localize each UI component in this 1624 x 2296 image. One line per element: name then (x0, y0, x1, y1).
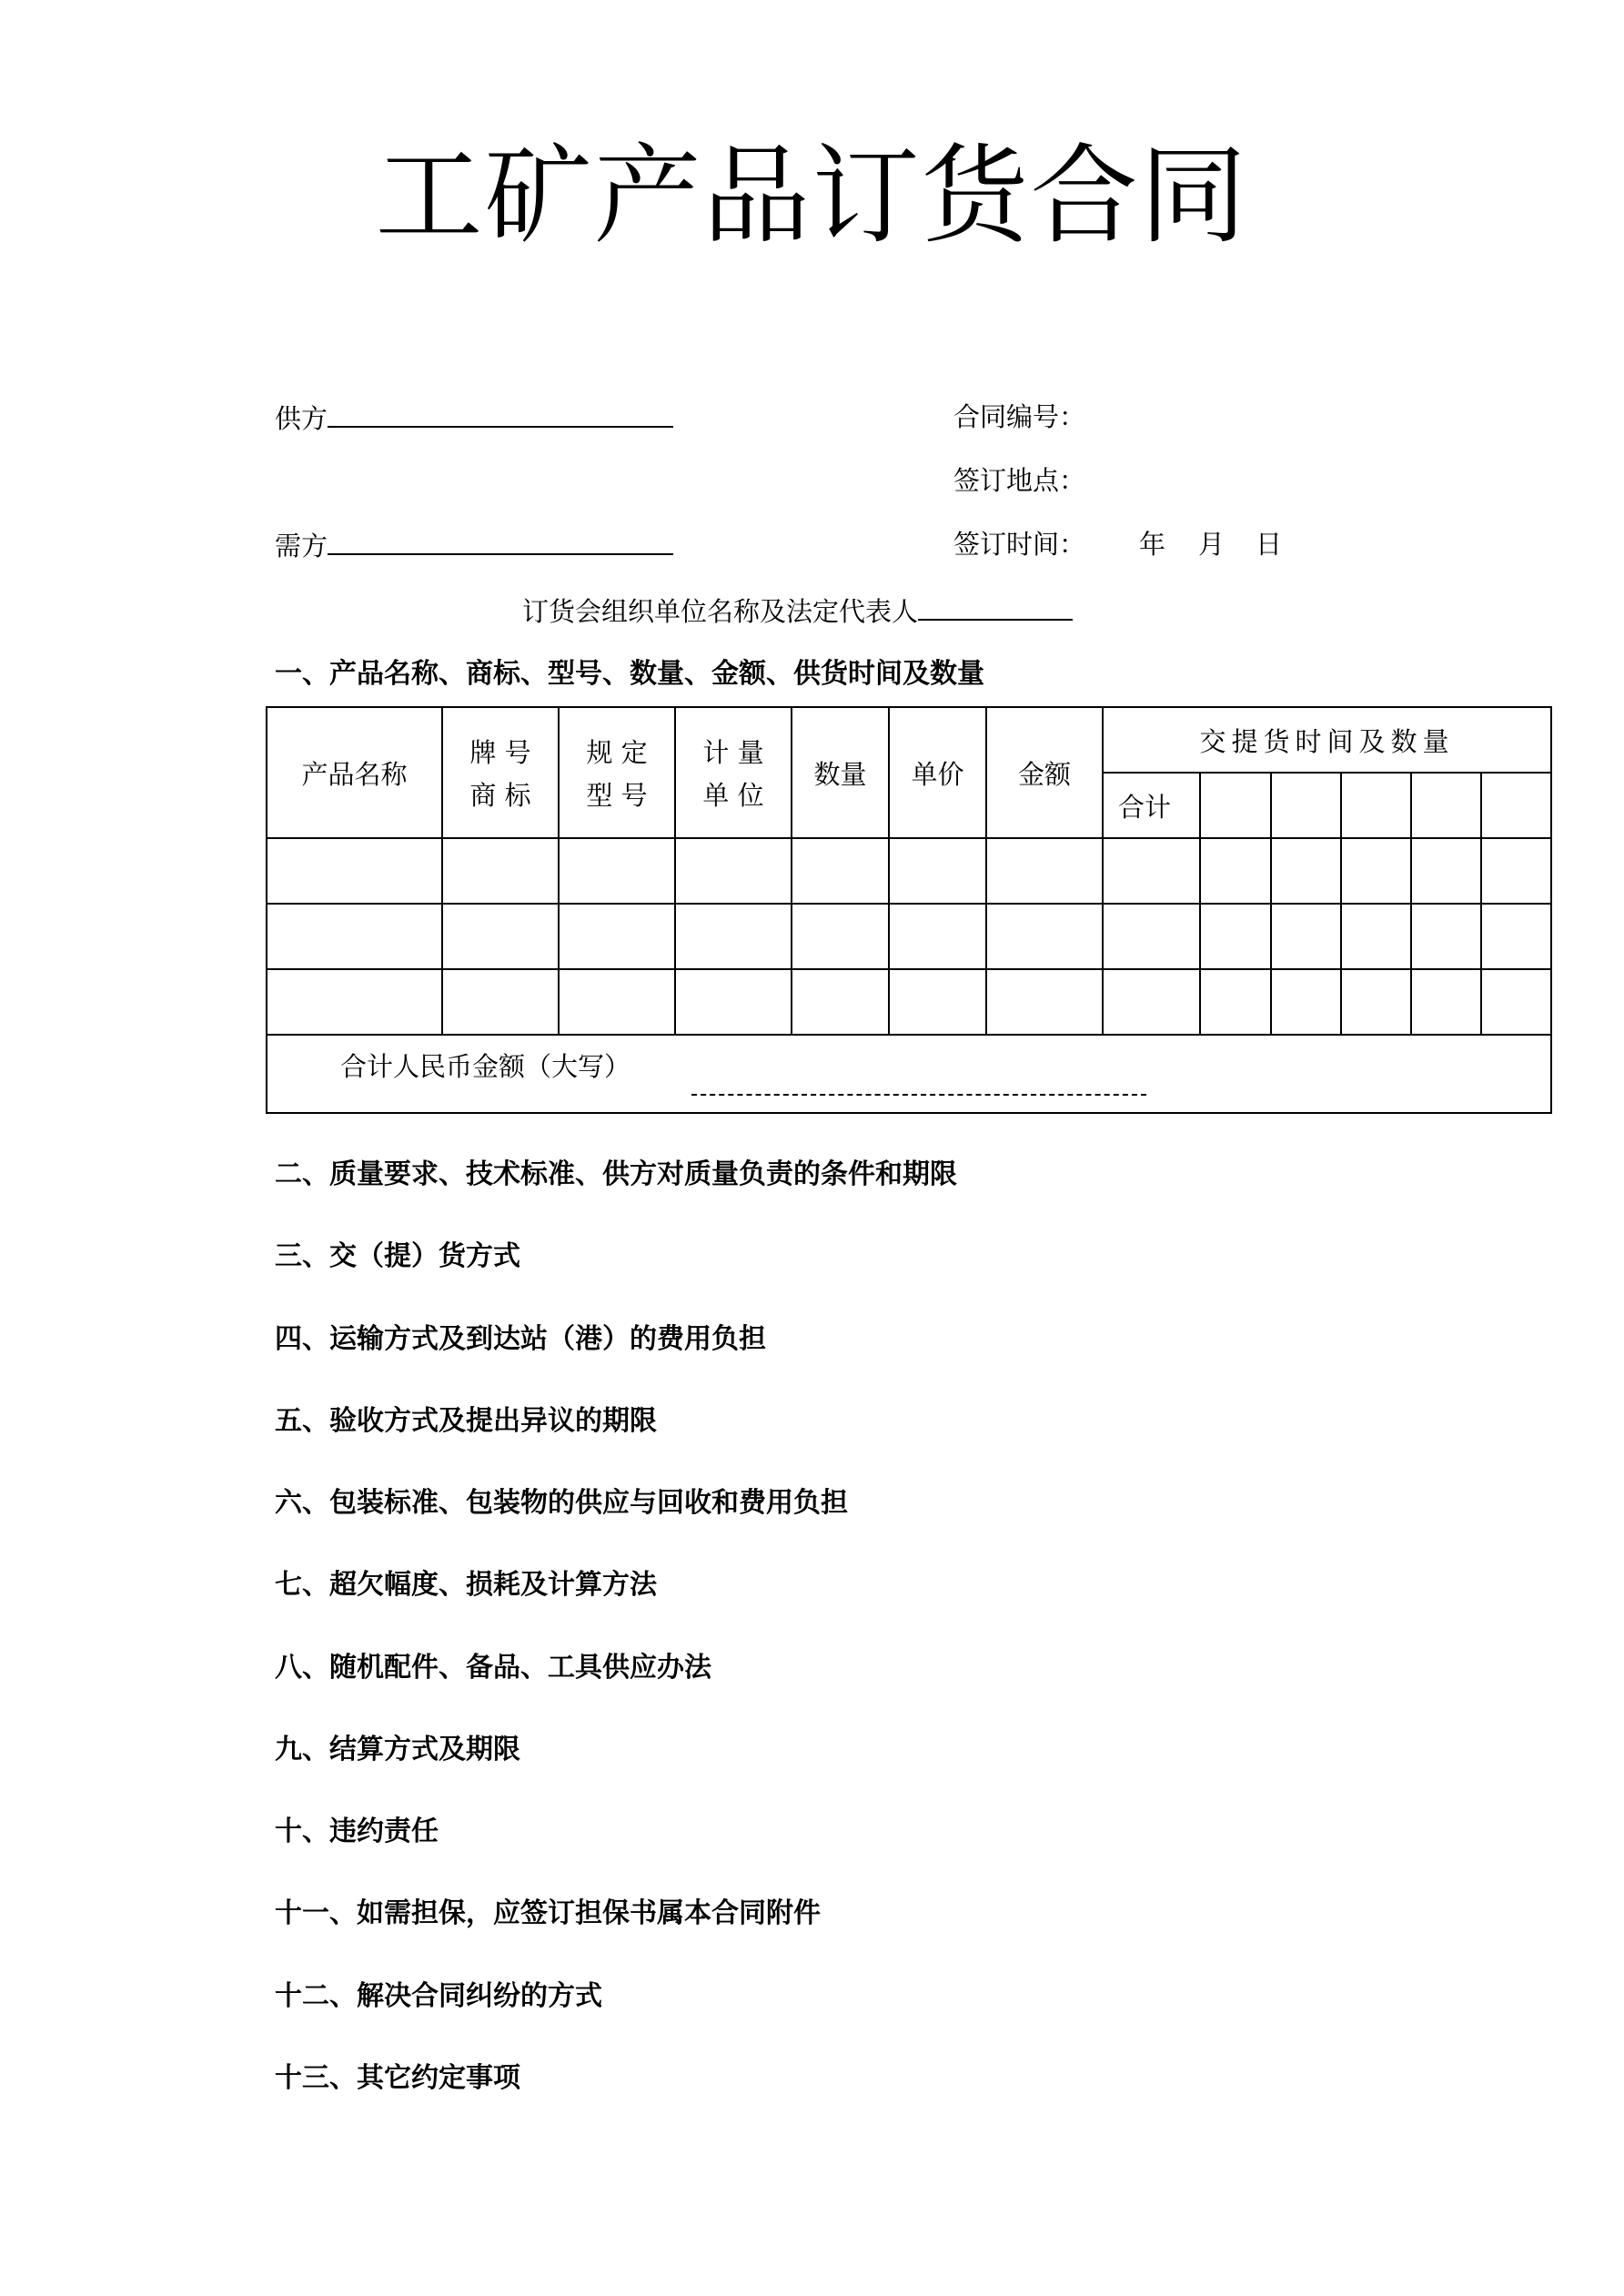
header-product-name: 产品名称 (267, 707, 442, 838)
table-cell[interactable] (1271, 969, 1341, 1035)
section-10-heading: 十、违约责任 (275, 1816, 439, 1847)
delivery-slot[interactable] (1481, 773, 1551, 838)
header-amount: 金额 (986, 707, 1103, 838)
table-cell[interactable] (1341, 904, 1411, 969)
table-cell[interactable] (1341, 969, 1411, 1035)
header-spec-bottom: 型 号 (586, 780, 648, 811)
table-cell[interactable] (442, 838, 559, 904)
table-cell[interactable] (675, 838, 792, 904)
header-unit-top: 计 量 (702, 737, 764, 768)
table-cell[interactable] (559, 838, 675, 904)
table-cell[interactable] (267, 838, 442, 904)
table-cell[interactable] (792, 838, 889, 904)
header-delivery-total: 合计 (1103, 773, 1200, 838)
table-cell[interactable] (1103, 969, 1200, 1035)
org-rep-field (522, 592, 1073, 630)
supplier-field (275, 399, 673, 437)
header-spec (559, 707, 675, 838)
table-cell[interactable] (889, 838, 986, 904)
sign-time-label: 签订时间： (953, 529, 1086, 560)
buyer-label: 需方 (275, 531, 328, 561)
sign-month: 月 (1198, 529, 1226, 560)
total-rmb-dashed-line (691, 1094, 1146, 1096)
document-title: 工矿产品订货合同 (375, 133, 1249, 258)
total-rmb-label: 合计人民币金额（大写） (340, 1051, 631, 1082)
table-cell[interactable] (442, 904, 559, 969)
table-cell[interactable] (792, 969, 889, 1035)
table-cell[interactable] (1103, 904, 1200, 969)
section-9-heading: 九、结算方式及期限 (275, 1734, 520, 1765)
header-delivery: 交提货时间及数量 (1103, 707, 1551, 773)
table-cell[interactable] (1411, 969, 1481, 1035)
table-cell[interactable] (1271, 904, 1341, 969)
product-table (266, 706, 1552, 1114)
header-unit (675, 707, 792, 838)
header-spec-top: 规 定 (586, 737, 648, 768)
section-4-heading: 四、运输方式及到达站（港）的费用负担 (275, 1323, 766, 1355)
delivery-slot[interactable] (1200, 773, 1271, 838)
table-row (267, 838, 1551, 904)
org-rep-blank[interactable] (918, 592, 1073, 621)
sign-place-label: 签订地点： (953, 465, 1086, 496)
supplier-blank[interactable] (328, 399, 673, 428)
table-cell[interactable] (1103, 838, 1200, 904)
delivery-slot[interactable] (1271, 773, 1341, 838)
table-cell[interactable] (559, 904, 675, 969)
table-cell[interactable] (267, 904, 442, 969)
header-brand-bottom: 商 标 (469, 780, 531, 811)
table-cell[interactable] (675, 904, 792, 969)
table-cell[interactable] (1200, 969, 1271, 1035)
table-cell[interactable] (792, 904, 889, 969)
section-12-heading: 十二、解决合同纠纷的方式 (275, 1980, 602, 2012)
table-cell[interactable] (889, 969, 986, 1035)
table-cell[interactable] (1481, 904, 1551, 969)
table-cell[interactable] (267, 969, 442, 1035)
table-cell[interactable] (1411, 838, 1481, 904)
org-rep-label: 订货会组织单位名称及法定代表人 (522, 596, 919, 627)
section-7-heading: 七、超欠幅度、损耗及计算方法 (275, 1569, 657, 1601)
header-brand (442, 707, 559, 838)
table-cell[interactable] (675, 969, 792, 1035)
contract-no-label: 合同编号： (953, 401, 1086, 432)
header-brand-top: 牌 号 (469, 737, 531, 768)
table-cell[interactable] (442, 969, 559, 1035)
buyer-field (275, 526, 673, 564)
section-5-heading: 五、验收方式及提出异议的期限 (275, 1405, 657, 1437)
table-cell[interactable] (986, 904, 1103, 969)
section-2-heading: 二、质量要求、技术标准、供方对质量负责的条件和期限 (275, 1158, 957, 1190)
header-unit-price: 单价 (889, 707, 986, 838)
total-rmb-cell[interactable] (267, 1035, 1551, 1113)
header-unit-bottom: 单 位 (702, 780, 764, 811)
table-cell[interactable] (889, 904, 986, 969)
table-cell[interactable] (986, 838, 1103, 904)
table-cell[interactable] (1200, 904, 1271, 969)
delivery-slot[interactable] (1411, 773, 1481, 838)
table-cell[interactable] (1341, 838, 1411, 904)
table-cell[interactable] (1481, 838, 1551, 904)
table-cell[interactable] (1411, 904, 1481, 969)
section-11-heading: 十一、如需担保，应签订担保书属本合同附件 (275, 1897, 821, 1929)
table-cell[interactable] (1200, 838, 1271, 904)
table-cell[interactable] (1481, 969, 1551, 1035)
section-6-heading: 六、包装标准、包装物的供应与回收和费用负担 (275, 1487, 848, 1519)
buyer-blank[interactable] (328, 526, 673, 555)
sign-day: 日 (1256, 529, 1283, 560)
table-cell[interactable] (986, 969, 1103, 1035)
table-row (267, 904, 1551, 969)
table-row (267, 969, 1551, 1035)
header-quantity: 数量 (792, 707, 889, 838)
section-3-heading: 三、交（提）货方式 (275, 1240, 520, 1272)
section-13-heading: 十三、其它约定事项 (275, 2062, 520, 2094)
sign-year: 年 (1139, 529, 1166, 560)
table-cell[interactable] (1271, 838, 1341, 904)
supplier-label: 供方 (275, 403, 328, 434)
section-1-heading: 一、产品名称、商标、型号、数量、金额、供货时间及数量 (275, 658, 984, 690)
section-8-heading: 八、随机配件、备品、工具供应办法 (275, 1652, 711, 1684)
delivery-slot[interactable] (1341, 773, 1411, 838)
table-cell[interactable] (559, 969, 675, 1035)
